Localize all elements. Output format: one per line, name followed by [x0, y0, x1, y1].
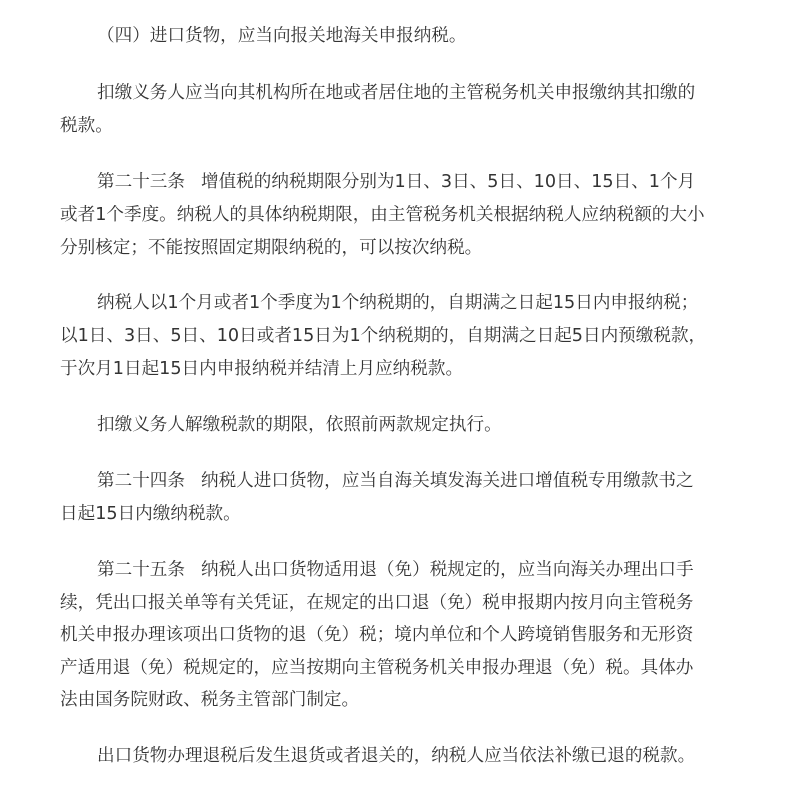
- paragraph-line: 产适用退（免）税规定的，应当按期向主管税务机关申报办理退（免）税。具体办: [60, 658, 694, 678]
- paragraph-line: 出口货物办理退税后发生退货或者退关的，纳税人应当依法补缴已退的税款。: [97, 746, 696, 766]
- paragraph-line: [97, 167, 695, 197]
- paragraph-line: 扣缴义务人应当向其机构所在地或者居住地的主管税务机关申报缴纳其扣缴的: [97, 83, 696, 103]
- paragraph-line: 机关申报办理该项出口货物的退（免）税；境内单位和个人跨境销售服务和无形资: [60, 625, 694, 645]
- article-number: 第二十四条: [97, 471, 185, 491]
- paragraph-line: 扣缴义务人解缴税款的期限，依照前两款规定执行。: [97, 415, 502, 435]
- paragraph-line: 法由国务院财政、税务主管部门制定。: [60, 690, 360, 710]
- paragraph-line: 税款。: [60, 116, 113, 136]
- paragraph-line: [97, 555, 694, 585]
- article-text: 纳税人出口货物适用退（免）税规定的，应当向海关办理出口手: [200, 560, 694, 580]
- paragraph-line: 分别核定；不能按照固定期限纳税的，可以按次纳税。: [60, 238, 483, 258]
- paragraph-line: （四）进口货物，应当向报关地海关申报纳税。: [97, 26, 467, 46]
- paragraph-line: 或者1个季度。纳税人的具体纳税期限，由主管税务机关根据纳税人应纳税额的大小: [60, 205, 705, 225]
- paragraph-line: 日起15日内缴纳税款。: [60, 504, 241, 524]
- article-number: 第二十五条: [97, 560, 185, 580]
- paragraph-line: 于次月1日起15日内申报纳税并结清上月应纳税款。: [60, 359, 464, 379]
- article-text: 纳税人进口货物，应当自海关填发海关进口增值税专用缴款书之: [200, 471, 694, 491]
- article-text: 增值税的纳税期限分别为1日、3日、5日、10日、15日、1个月: [200, 172, 696, 192]
- paragraph-line: [97, 466, 694, 496]
- paragraph-line: 续，凭出口报关单等有关凭证，在规定的出口退（免）税申报期内按月向主管税务: [60, 593, 694, 613]
- article-number: 第二十三条: [97, 172, 185, 192]
- paragraph-line: 以1日、3日、5日、10日或者15日为1个纳税期的，自期满之日起5日内预缴税款，: [60, 326, 707, 346]
- paragraph-line: 纳税人以1个月或者1个季度为1个纳税期的，自期满之日起15日内申报纳税；: [97, 293, 699, 313]
